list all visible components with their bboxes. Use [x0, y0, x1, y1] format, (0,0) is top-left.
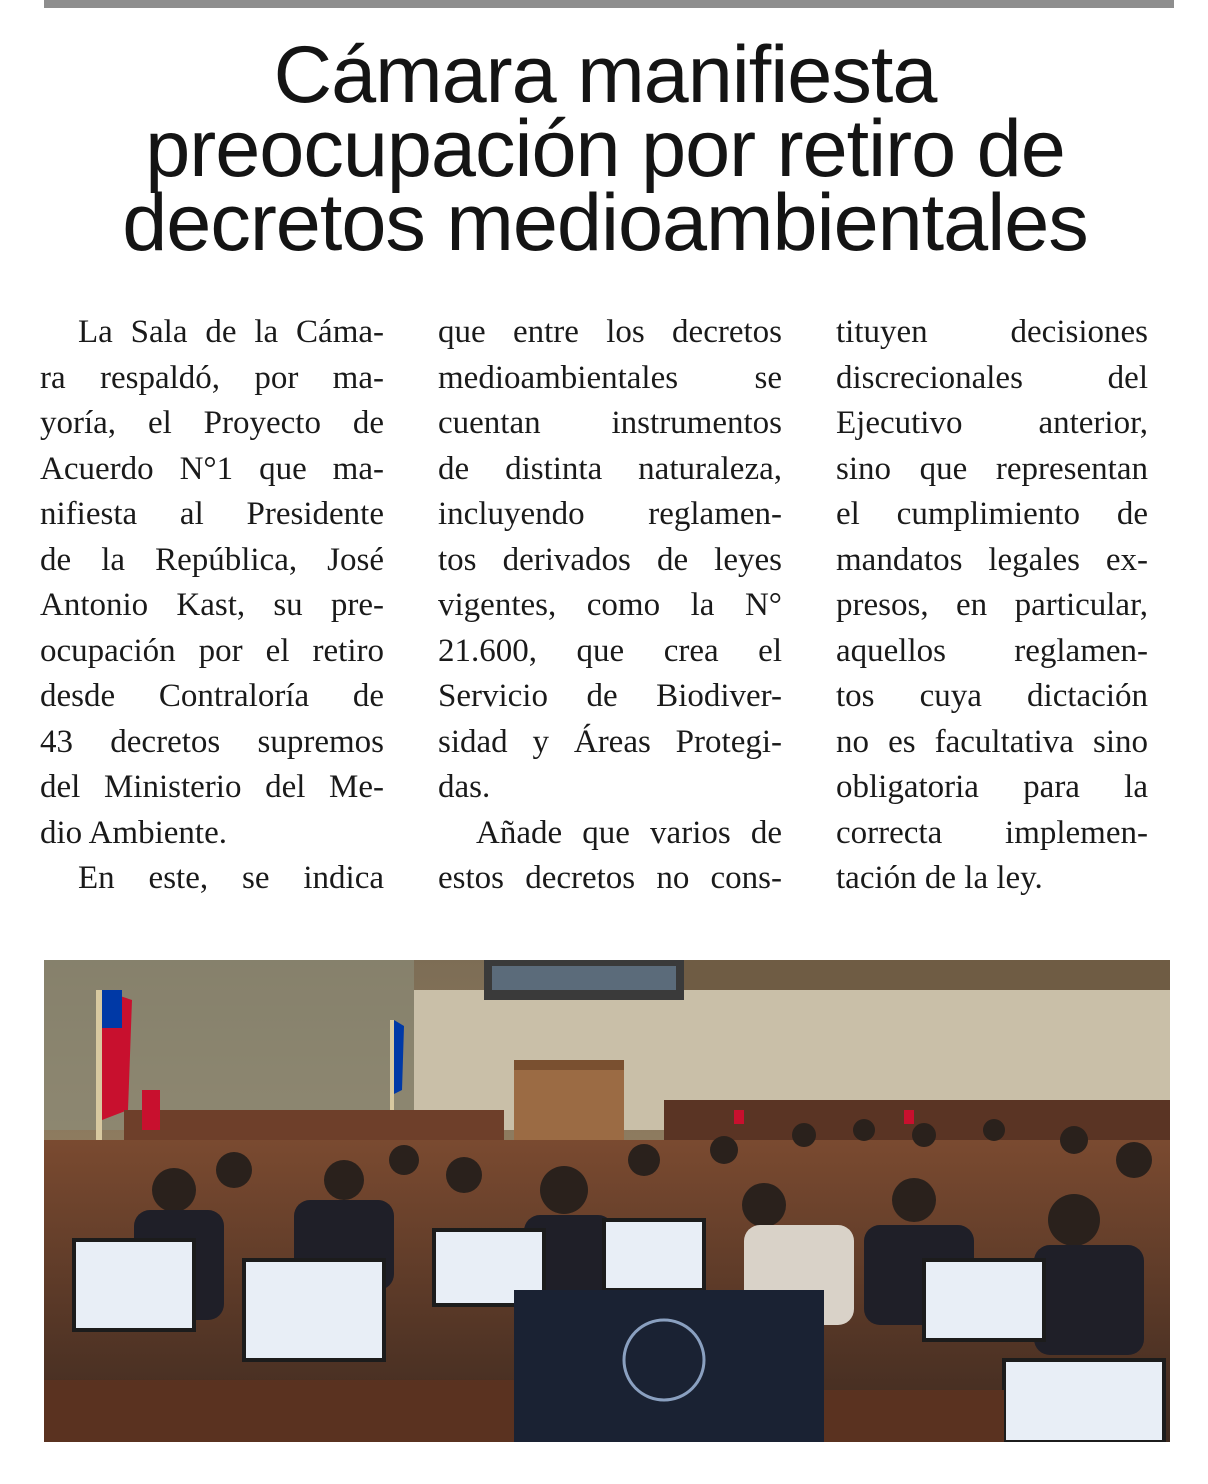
article-line: ocupación por el retiro	[40, 632, 384, 669]
article-column-2	[438, 310, 782, 902]
chamber-photo	[44, 960, 1170, 1442]
article-line: medioambientales se	[438, 359, 782, 396]
article-line: aquellos reglamen-	[836, 632, 1148, 669]
article-line: sidad y Áreas Protegi-	[438, 723, 782, 760]
article-line: del Ministerio del Me-	[40, 769, 384, 805]
article-line: Ejecutivo anterior,	[836, 405, 1148, 441]
article-line: dio Ambiente.	[40, 814, 227, 851]
article-line: incluyendo reglamen-	[438, 496, 782, 532]
article-line: 21.600, que crea el	[438, 632, 782, 669]
article-line: de la República, José	[40, 541, 384, 578]
article-line: discrecionales del	[836, 359, 1148, 396]
article-line: La Sala de la Cáma-	[78, 314, 384, 350]
article-line: Servicio de Biodiver-	[438, 678, 782, 714]
article-line: Acuerdo N°1 que ma-	[40, 450, 384, 487]
headline-line: Cámara manifiesta	[273, 30, 937, 120]
article-line: no es facultativa sino	[836, 723, 1148, 760]
article-line: Añade que varios de	[476, 814, 782, 851]
article-line: que entre los decretos	[438, 314, 782, 350]
headline-line: preocupación por retiro de	[145, 104, 1065, 194]
article-line: tos derivados de leyes	[438, 541, 782, 578]
article-line: mandatos legales ex-	[836, 541, 1148, 578]
article-line: desde Contraloría de	[40, 678, 384, 714]
article-line: sino que representan	[836, 450, 1148, 487]
chamber-illustration	[44, 960, 1170, 1442]
article-body	[40, 310, 1148, 902]
article-line: yoría, el Proyecto de	[40, 405, 384, 441]
article-line: tación de la ley.	[836, 860, 1043, 896]
article-line: tituyen decisiones	[836, 314, 1148, 350]
top-rule	[44, 0, 1174, 8]
article-line: vigentes, como la N°	[438, 587, 782, 623]
article-column-3	[836, 310, 1148, 902]
article-line: ra respaldó, por ma-	[40, 359, 384, 396]
headline	[40, 30, 1170, 268]
article-line: das.	[438, 769, 491, 805]
article-line: En este, se indica	[78, 860, 384, 896]
article-line: el cumplimiento de	[836, 496, 1148, 532]
article-line: obligatoria para la	[836, 769, 1148, 805]
article-line: correcta implemen-	[836, 814, 1148, 851]
article-line: presos, en particular,	[836, 587, 1148, 623]
article-line: Antonio Kast, su pre-	[40, 587, 384, 623]
article-line: tos cuya dictación	[836, 678, 1148, 714]
article-line: cuentan instrumentos	[438, 405, 782, 441]
article-line: 43 decretos supremos	[40, 723, 384, 760]
article-line: estos decretos no cons-	[438, 860, 782, 896]
article-line: de distinta naturaleza,	[438, 450, 782, 487]
article-column-1	[40, 310, 384, 902]
headline-line: decretos medioambientales	[122, 178, 1088, 268]
article-line: nifiesta al Presidente	[40, 496, 384, 532]
